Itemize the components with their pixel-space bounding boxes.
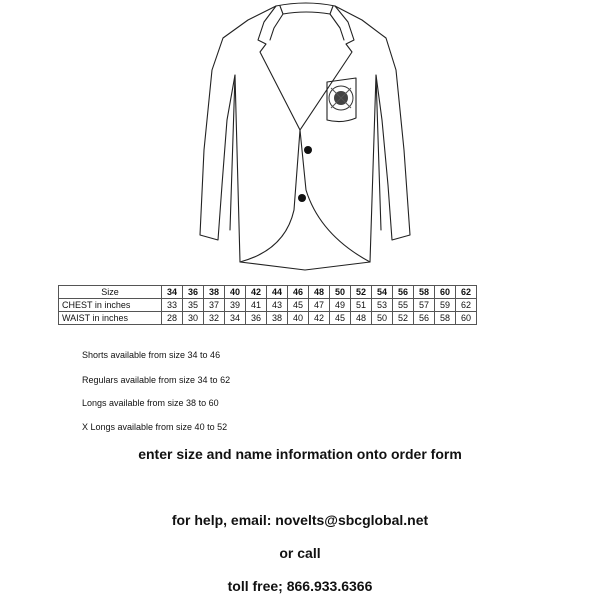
size-cell: 62 <box>456 286 477 299</box>
waist-cell: 42 <box>309 312 330 325</box>
chest-cell: 49 <box>330 299 351 312</box>
waist-cell: 58 <box>435 312 456 325</box>
size-cell: 54 <box>372 286 393 299</box>
waist-cell: 38 <box>267 312 288 325</box>
waist-row <box>59 312 477 325</box>
waist-cell: 50 <box>372 312 393 325</box>
chest-cell: 53 <box>372 299 393 312</box>
chest-cell: 33 <box>162 299 183 312</box>
chest-cell: 51 <box>351 299 372 312</box>
size-header-label: Size <box>59 286 162 299</box>
size-cell: 48 <box>309 286 330 299</box>
chest-cell: 35 <box>183 299 204 312</box>
size-cell: 44 <box>267 286 288 299</box>
size-cell: 38 <box>204 286 225 299</box>
chest-cell: 55 <box>393 299 414 312</box>
or-call-text: or call <box>279 545 321 561</box>
size-header-row <box>59 286 477 299</box>
chest-cell: 37 <box>204 299 225 312</box>
size-cell: 42 <box>246 286 267 299</box>
waist-cell: 30 <box>183 312 204 325</box>
size-table <box>58 285 477 325</box>
chest-cell: 57 <box>414 299 435 312</box>
waist-cell: 34 <box>225 312 246 325</box>
shorts-note: Shorts available from size 34 to 46 <box>82 350 221 360</box>
size-cell: 60 <box>435 286 456 299</box>
waist-cell: 32 <box>204 312 225 325</box>
chest-cell: 47 <box>309 299 330 312</box>
waist-label: WAIST in inches <box>59 312 162 325</box>
size-cell: 52 <box>351 286 372 299</box>
waist-cell: 56 <box>414 312 435 325</box>
chest-cell: 59 <box>435 299 456 312</box>
chest-cell: 62 <box>456 299 477 312</box>
blazer-illustration <box>190 0 420 275</box>
regulars-note: Regulars available from size 34 to 62 <box>82 375 231 385</box>
chest-cell: 43 <box>267 299 288 312</box>
toll-free-number: toll free; 866.933.6366 <box>227 578 373 594</box>
chest-row <box>59 299 477 312</box>
longs-note: Longs available from size 38 to 60 <box>82 398 219 408</box>
waist-cell: 52 <box>393 312 414 325</box>
waist-cell: 36 <box>246 312 267 325</box>
waist-cell: 60 <box>456 312 477 325</box>
size-cell: 58 <box>414 286 435 299</box>
size-cell: 56 <box>393 286 414 299</box>
size-cell: 36 <box>183 286 204 299</box>
waist-cell: 48 <box>351 312 372 325</box>
waist-cell: 45 <box>330 312 351 325</box>
crest-icon <box>329 86 353 110</box>
waist-cell: 40 <box>288 312 309 325</box>
chest-cell: 39 <box>225 299 246 312</box>
chest-cell: 45 <box>288 299 309 312</box>
size-cell: 46 <box>288 286 309 299</box>
waist-cell: 28 <box>162 312 183 325</box>
x-longs-note: X Longs available from size 40 to 52 <box>82 422 228 432</box>
size-cell: 50 <box>330 286 351 299</box>
help-email: for help, email: novelts@sbcglobal.net <box>171 512 429 528</box>
chest-cell: 41 <box>246 299 267 312</box>
order-instruction: enter size and name information onto order form <box>138 446 462 462</box>
size-cell: 40 <box>225 286 246 299</box>
size-cell: 34 <box>162 286 183 299</box>
chest-label: CHEST in inches <box>59 299 162 312</box>
